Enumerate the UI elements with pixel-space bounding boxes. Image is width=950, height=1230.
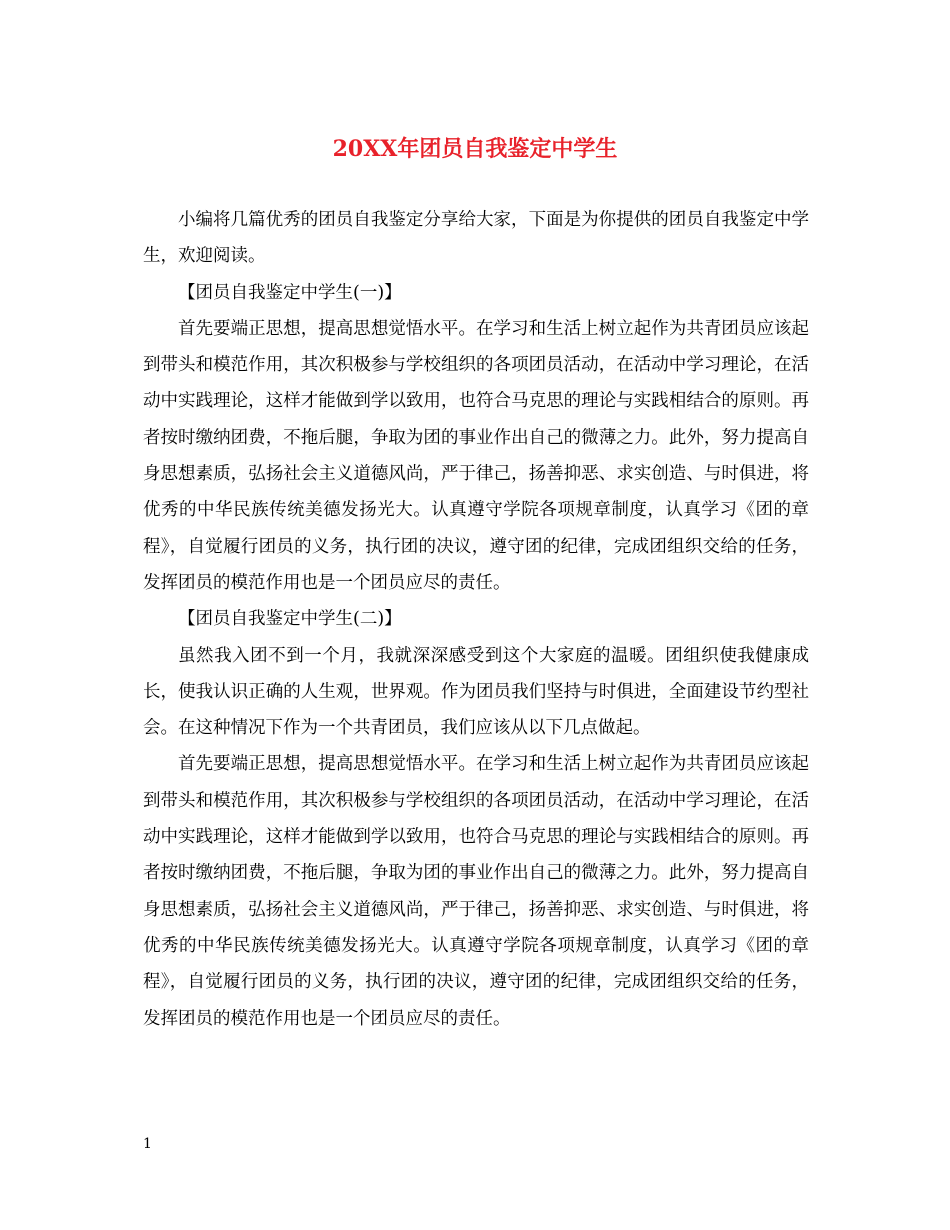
document-title: 20XX年团员自我鉴定中学生 [332, 136, 618, 162]
section-two-paragraph-2: 首先要端正思想，提高思想觉悟水平。在学习和生活上树立起作为共青团员应该起到带头和模范作用，其次积极参与学校组织的各项团员活动，在活动中学习理论，在活动中实践理论，这样才能做到学以致用，也符合马克思的理论与实践相结合的原则。再者按时缴纳团费，不拖后腿，争取为团的事业作出自己的微薄之力。此外，努力提高自身思想素质，弘扬社会主义道德风尚，严于律己，扬善抑恶、求实创造、与时俱进，将优秀的中华民族传统美德发扬光大。认真遵守学院各项规章制度，认真学习《团的章程》，自觉履行团员的义务，执行团的决议，遵守团的纪律，完成团组织交给的任务，发挥团员的模范作用也是一个团员应尽的责任。 [143, 754, 809, 1029]
section-two-paragraph-1: 虽然我入团不到一个月，我就深深感受到这个大家庭的温暖。团组织使我健康成长，使我认识正确的人生观，世界观。作为团员我们坚持与时俱进，全面建设节约型社会。在这种情况下作为一个共青团员，我们应该从以下几点做起。 [143, 645, 809, 739]
document-body [143, 202, 809, 1037]
section-heading-two: 【团员自我鉴定中学生(二)】 [178, 609, 402, 630]
section-heading-one: 【团员自我鉴定中学生(一)】 [178, 282, 402, 303]
intro-paragraph: 小编将几篇优秀的团员自我鉴定分享给大家，下面是为你提供的团员自我鉴定中学生，欢迎阅读。 [143, 210, 809, 267]
page-number: 1 [143, 1136, 152, 1152]
section-one-paragraph: 首先要端正思想，提高思想觉悟水平。在学习和生活上树立起作为共青团员应该起到带头和模范作用，其次积极参与学校组织的各项团员活动，在活动中学习理论，在活动中实践理论，这样才能做到学以致用，也符合马克思的理论与实践相结合的原则。再者按时缴纳团费，不拖后腿，争取为团的事业作出自己的微薄之力。此外，努力提高自身思想素质，弘扬社会主义道德风尚，严于律己，扬善抑恶、求实创造、与时俱进，将优秀的中华民族传统美德发扬光大。认真遵守学院各项规章制度，认真学习《团的章程》，自觉履行团员的义务，执行团的决议，遵守团的纪律，完成团组织交给的任务，发挥团员的模范作用也是一个团员应尽的责任。 [143, 318, 809, 593]
